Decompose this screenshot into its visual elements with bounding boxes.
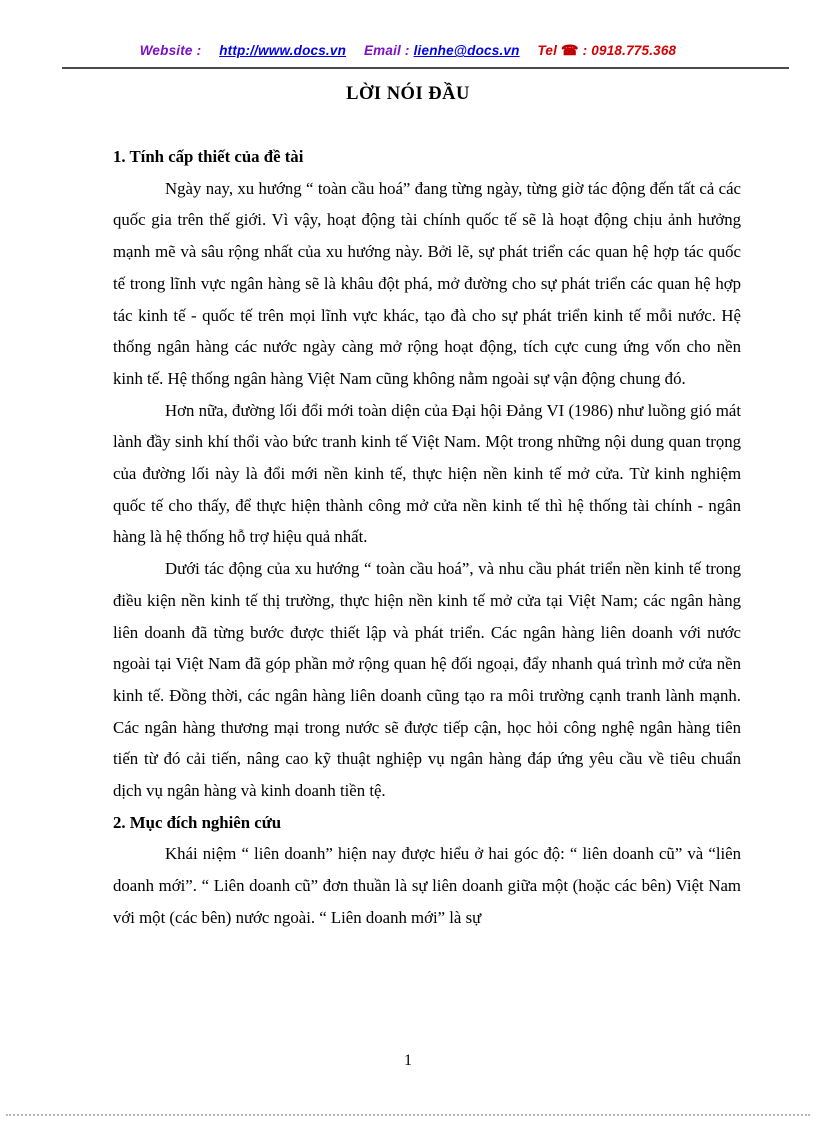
page-header — [0, 42, 816, 59]
section-heading-2: 2. Mục đích nghiên cứu — [113, 812, 282, 832]
tel-number: : 0918.775.368 — [582, 43, 677, 58]
paragraph: Hơn nữa, đường lối đổi mới toàn diện của Đại hội Đảng VI (1986) như luồng gió mát lành đầy sinh khí thổi vào bức tranh kinh tế Việt Nam. Một trong những nội dung quan trọng của đường lối này là đổi mới nền kinh tế, thực hiện nền kinh tế mở cửa. Từ kinh nghiệm quốc tế cho thấy, để thực hiện thành công mở cửa nền kinh tế thì hệ thống tài chính - ngân hàng là hệ thống hỗ trợ hiệu quả nhất. — [113, 400, 741, 547]
website-link[interactable]: http://www.docs.vn — [219, 43, 347, 58]
page-number: 1 — [404, 1052, 412, 1069]
website-label: Website : — [139, 43, 202, 58]
email-link[interactable]: lienhe@docs.vn — [413, 43, 520, 58]
phone-icon: ☎ — [561, 42, 579, 58]
email-label: Email : — [363, 43, 414, 58]
tel-label: Tel — [537, 43, 558, 58]
bottom-dotted-rule — [6, 1114, 810, 1116]
section-heading-1: 1. Tính cấp thiết của đề tài — [113, 147, 304, 166]
page-title: LỜI NÓI ĐẦU — [346, 84, 470, 104]
paragraph: Dưới tác động của xu hướng “ toàn cầu hoá”, và nhu cầu phát triển nền kinh tế trong điều kiện nền kinh tế thị trường, thực hiện nền kinh tế mở cửa tại Việt Nam; các ngân hàng liên doanh đã từng bước được thiết lập và phát triển. Các ngân hàng liên doanh với nước ngoài tại Việt Nam đã góp phần mở rộng quan hệ đối ngoại, đẩy nhanh quá trình mở cửa nền kinh tế. Đồng thời, các ngân hàng liên doanh cũng tạo ra môi trường cạnh tranh lành mạnh. Các ngân hàng thương mại trong nước sẽ được tiếp cận, học hỏi công nghệ ngân hàng tiên tiến từ đó cải tiến, nâng cao kỹ thuật nghiệp vụ ngân hàng đáp ứng yêu cầu về tiêu chuẩn dịch vụ ngân hàng và kinh doanh tiền tệ. — [113, 559, 741, 801]
document-body — [113, 141, 741, 934]
paragraph: Ngày nay, xu hướng “ toàn cầu hoá” đang từng ngày, từng giờ tác động đến tất cả các quốc gia trên thế giới. Vì vậy, hoạt động tài chính quốc tế sẽ là hoạt động chịu ảnh hưởng mạnh mẽ và sâu rộng nhất của xu hướng này. Bởi lẽ, sự phát triển các quan hệ hợp tác quốc tế trong lĩnh vực ngân hàng sẽ là khâu đột phá, mở đường cho sự phát triển các quan hệ hợp tác kinh tế - quốc tế trên mọi lĩnh vực khác, tạo đà cho sự phát triển kinh tế mỗi nước. Hệ thống ngân hàng các nước ngày càng mở rộng hoạt động, tích cực cung ứng vốn cho nền kinh tế. Hệ thống ngân hàng Việt Nam cũng không nằm ngoài sự vận động chung đó. — [113, 178, 741, 388]
paragraph: Khái niệm “ liên doanh” hiện nay được hiểu ở hai góc độ: “ liên doanh cũ” và “liên doanh mới”. “ Liên doanh cũ” đơn thuần là sự liên doanh giữa một (hoặc các bên) Việt Nam với một (các bên) nước ngoài. “ Liên doanh mới” là sự — [113, 844, 741, 927]
header-rule — [62, 67, 789, 69]
